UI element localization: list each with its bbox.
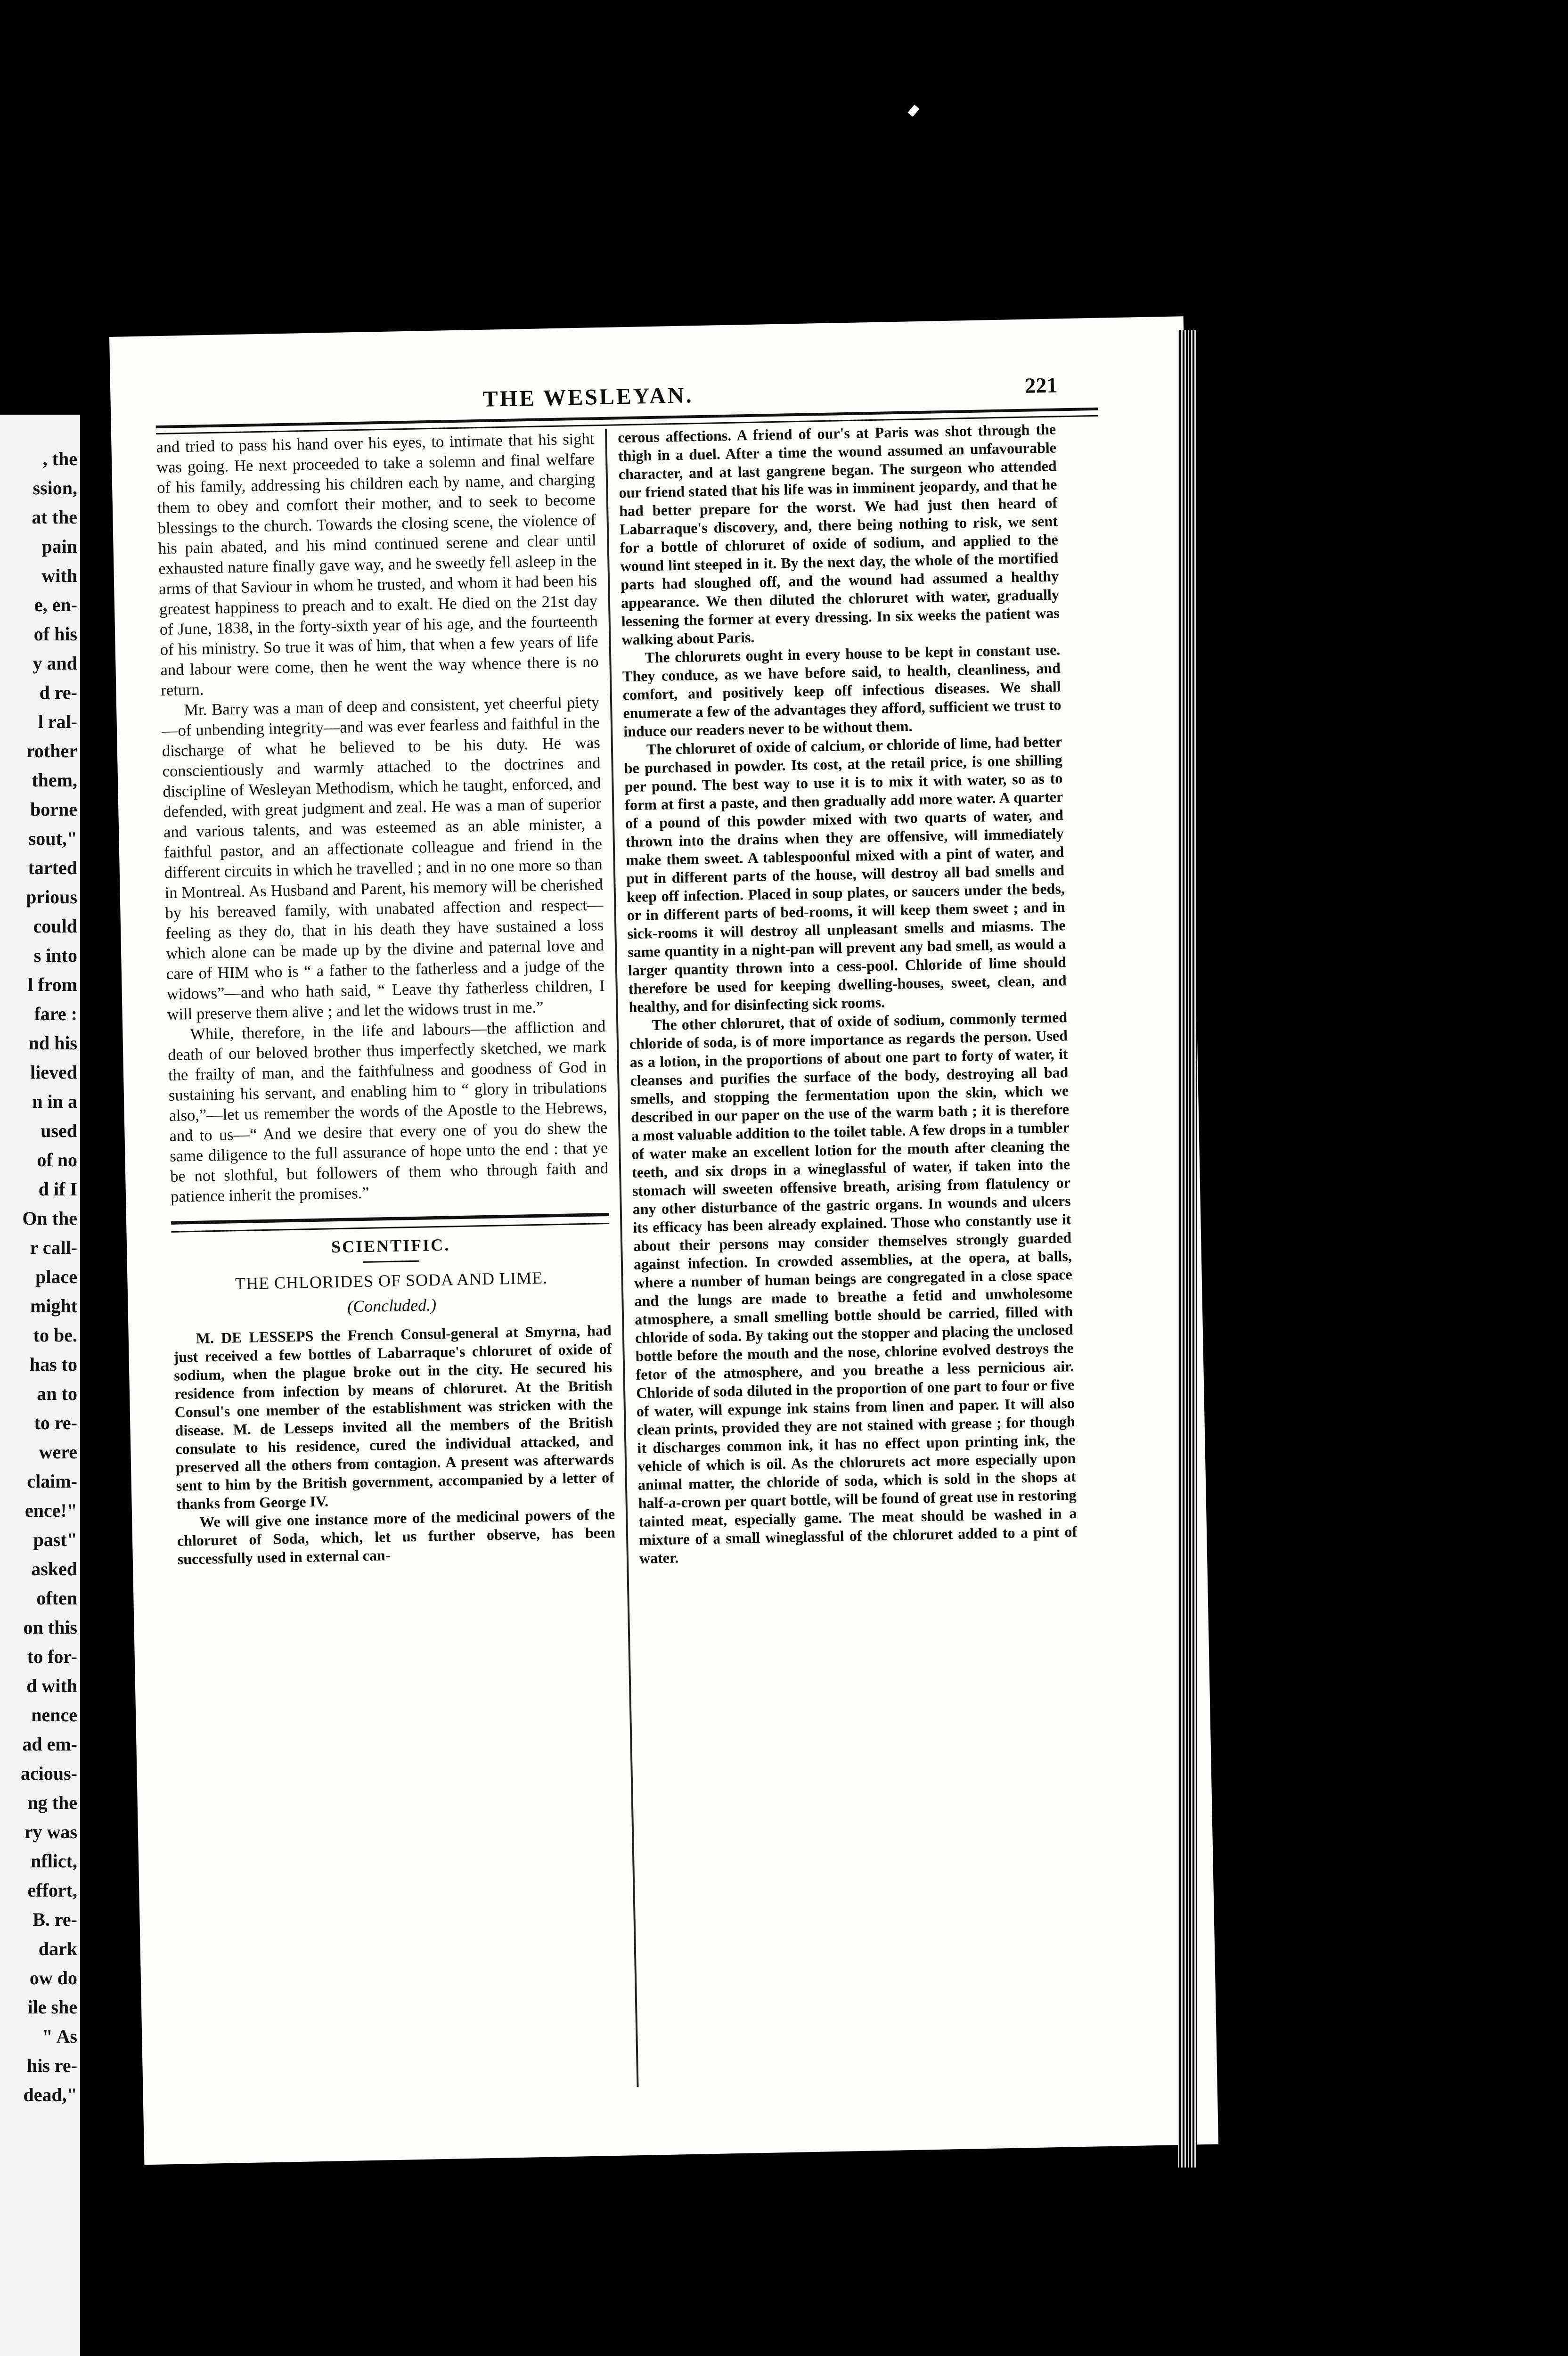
facing-page-fragment: d re- <box>39 682 77 703</box>
facing-page-fragment: r call- <box>30 1237 77 1258</box>
section-heading: SCIENTIFIC. <box>331 1235 450 1257</box>
facing-page-fragment: on this <box>23 1617 77 1638</box>
facing-page-fragment: nd his <box>28 1032 77 1054</box>
section-divider <box>171 1213 609 1233</box>
article-paragraph: M. DE LESSEPS the French Consul-general at Smyrna, had just received a few bottles of Labarraque's chloruret of oxide of sodium, when the plague broke out in the city. He secured his residence from infection by means of chloruret. At the British Consul's one member of the establishment was stricken with the disease. M. de Lesseps invited all the members of the British consulate to his residence, cured the individual attacked, and preserved all the others from contagion. A present was afterwards sent to him by the British government, accompanied by a letter of thanks from George IV. <box>173 1321 614 1513</box>
article-note: (Concluded.) <box>347 1295 437 1316</box>
facing-page-fragment: dead," <box>23 2084 77 2105</box>
facing-page-fragment: past" <box>33 1529 77 1550</box>
facing-page-fragment: nence <box>31 1704 77 1726</box>
facing-page-fragment: B. re- <box>33 1909 77 1930</box>
facing-page-fragment: at the <box>32 507 77 528</box>
facing-page-fragment: ile she <box>27 1996 77 2018</box>
page-stack-edge <box>1178 330 1197 2168</box>
paragraph: The chlorurets ought in every house to be kept in constant use. They conduce, as we have before said, to health, cleanliness, and comfort, and positively keep off infectious diseases. We shall enumerate a few of the advantages they afford, sufficient we trust to induce our readers never to be without them. <box>622 641 1062 740</box>
running-title: THE WESLEYAN. <box>482 383 694 412</box>
facing-page-fragment: fare : <box>34 1003 77 1024</box>
facing-page-fragment: " As <box>42 2026 77 2047</box>
facing-page-fragment: borne <box>30 799 77 820</box>
facing-page-fragment: prious <box>26 886 77 908</box>
facing-page-fragment: On the <box>22 1208 77 1229</box>
facing-page-fragment: an to <box>37 1383 77 1404</box>
facing-page-fragment: were <box>39 1441 77 1463</box>
facing-page-fragment: l from <box>28 974 77 995</box>
facing-page-fragment: ssion, <box>33 477 77 499</box>
scanned-page <box>109 316 1218 2165</box>
facing-page-fragment: e, en- <box>34 594 77 615</box>
article-paragraph: We will give one instance more of the medicinal powers of the chloruret of Soda, which, let us further observe, has been successfully used in external can- <box>177 1505 616 1568</box>
paragraph: cerous affections. A friend of our's at Paris was shot through the thigh in a duel. After a time the wound assumed an unfavourable character, and at last gangrene began. The surgeon who attended our friend stated that his life was in imminent jeopardy, and that he had better prepare for the worst. We had just then heard of Labarraque's discovery, and, there being nothing to risk, we sent for a bottle of chloruret of oxide of sodium, and applied to the wound lint steeped in it. By the next day, the whole of the mortified parts had sloughed off, and the wound had assumed a healthy appearance. We then diluted the chloruret with water, gradually lessening the former at every dressing. In six weeks the patient was walking about Paris. <box>617 420 1060 648</box>
facing-page-fragment: often <box>36 1587 77 1609</box>
facing-page-fragment: tarted <box>28 857 77 878</box>
facing-page-fragment: of no <box>37 1149 77 1170</box>
article-title: THE CHLORIDES OF SODA AND LIME. <box>235 1268 548 1293</box>
facing-page-fragment: his re- <box>26 2055 77 2076</box>
left-column <box>156 429 616 1568</box>
facing-page-fragment: rother <box>26 740 77 761</box>
facing-page-fragment: sout," <box>28 828 77 849</box>
facing-page-fragment: could <box>33 916 77 937</box>
facing-page-fragment: might <box>30 1295 77 1317</box>
facing-page-fragment: claim- <box>27 1471 77 1492</box>
facing-page-fragment: place <box>35 1266 77 1287</box>
facing-page-fragment: effort, <box>27 1880 77 1901</box>
facing-page-edge <box>0 415 80 2356</box>
short-rule <box>363 1260 419 1263</box>
facing-page-fragment: d if I <box>38 1178 77 1200</box>
facing-page-fragment: l ral- <box>38 711 77 732</box>
facing-page-fragment: lieved <box>30 1062 77 1083</box>
facing-page-fragment: them, <box>32 769 77 791</box>
paragraph: and tried to pass his hand over his eyes, to intimate that his sight was going. He next proceeded to take a solemn and final welfare of his family, addressing his children each by name, and charging them to obey and comfort their mother, and to seek to become blessings to the church. Towards the closing scene, the violence of his pain abated, and his mind continued serene and clear until exhausted nature finally gave way, and he sweetly fell asleep in the arms of that Saviour in whom he trusted, and whom it had been his greatest happiness to preach and to exalt. He died on the 21st day of June, 1838, in the forty-sixth year of his age, and the fourteenth of his ministry. So true it was of him, that when a few years of life and labour were come, then he went the way whence there is no return. <box>156 430 599 700</box>
facing-page-fragment: y and <box>33 653 77 674</box>
facing-page-fragment: ry was <box>24 1821 77 1842</box>
facing-page-fragment: used <box>41 1120 77 1141</box>
scan-speck <box>908 105 920 117</box>
facing-page-fragment: ad em- <box>22 1734 77 1755</box>
facing-page-fragment: asked <box>31 1558 77 1579</box>
facing-page-fragment: to re- <box>34 1412 77 1433</box>
facing-page-fragment: of his <box>33 623 77 645</box>
paragraph: Mr. Barry was a man of deep and consistent, yet cheerful piety—of unbending integrity—and was ever fearless and faithful in the discharge of what he believed to be his duty. He was conscientiously and warmly attached to the doctrines and discipline of Wesleyan Methodism, which he taught, enforced, and defended, with great judgment and zeal. He was a man of superior and various talents, and was esteemed as an able minister, a faithful pastor, and an affectionate colleague and friend in the different circuits in which he travelled ; and in no one more so than in Montreal. As Husband and Parent, his memory will be cherished by his bereaved family, with unabated affection and respect—feeling as they do, that in his death they have sustained a loss which alone can be made up by the divine and paternal love and care of HIM who is “ a father to the fatherless and a judge of the widows”—and who hath said, “ Leave thy fatherless children, I will preserve them alive ; and let the widows trust in me.” <box>161 693 605 1023</box>
facing-page-fragment: has to <box>29 1354 77 1375</box>
facing-page-fragment: acious- <box>21 1763 77 1784</box>
right-column <box>618 420 1078 1567</box>
facing-page-fragment: , the <box>42 448 77 469</box>
facing-page-fragment: ence!" <box>24 1500 77 1521</box>
facing-page-fragment: to be. <box>33 1325 77 1346</box>
page-number: 221 <box>1024 373 1058 398</box>
facing-page-fragment: ow do <box>29 1967 77 1988</box>
facing-page-fragment: nflict, <box>31 1850 77 1872</box>
paragraph: The other chloruret, that of oxide of sodium, commonly termed chloride of soda, is of more importance as regards the person. Used as a lotion, in the proportions of about one part to forty of water, it cleanses and purifies the surface of the body, destroying all bad smells, and stopping the fermentation upon the skin, which we described in our paper on the use of the warm bath ; it is therefore a most valuable addition to the toilet table. A few drops in a tumbler of water make an excellent lotion for the mouth after cleaning the teeth, and six drops in a wineglassful of water, if taken into the stomach will sweeten offensive breath, arising from flatulency or any other disturbance of the gastric organs. In wounds and ulcers its efficacy has been already explained. Those who constantly use it about their persons may consider themselves strongly guarded against infection. In crowded assemblies, at the opera, at balls, where a number of human beings are congregated in a close space and the lungs are made to breathe a fetid and unwholesome atmosphere, a small smelling bottle should be carried, filled with chloride of soda. By taking out the stopper and placing the unclosed bottle before the mouth and the nose, chlorine evolved destroys the fetor of the atmosphere, and you breathe a less pernicious air. Chloride of soda diluted in the proportion of one part to four or five of water, will expunge ink stains from linen and paper. It will also clean prints, provided they are not stained with grease ; for though it discharges common ink, it has no effect upon printing ink, the vehicle of which is oil. As the chlorurets act more especially upon animal matter, the chloride of soda, which is sold in the shops at half-a-crown per quart bottle, will be found of great use in restoring tainted meat, especially game. The meat should be washed in a mixture of a small wineglassful of the chloruret added to a pint of water. <box>629 1008 1078 1567</box>
facing-page-fragment: n in a <box>32 1091 77 1112</box>
paragraph: The chloruret of oxide of calcium, or chloride of lime, had better be purchased in powder. Its cost, at the retail price, is one shilling per pound. The best way to use it is to mix it with water, so as to form at first a paste, and then gradually add more water. A quarter of a pound of this powder mixed with two quarts of water, and thrown into the drains when they are offensive, will immediately make them sweet. A tablespoonful mixed with a pint of water, and put in different parts of the house, will destroy all bad smells and keep off infection. Placed in soup plates, or saucers under the beds, or in different parts of bed-rooms, it will keep them sweet ; and in sick-rooms it will destroy all unpleasant smells and miasms. The same quantity in a night-pan will prevent any bad smell, as would a larger quantity thrown into a cess-pool. Chloride of lime should therefore be used for keeping dwelling-houses, sweet, clean, and healthy, and for disinfecting sick rooms. <box>624 733 1067 1016</box>
facing-page-fragment: d with <box>26 1675 77 1696</box>
paragraph: While, therefore, in the life and labours—the affliction and death of our beloved brother thus imperfectly sketched, we mark the frailty of man, and the faithfulness and goodness of God in sustaining his servant, and enabling him to “ glory in tribulations also,”—let us remember the words of the Apostle to the Hebrews, and to us—“ And we desire that every one of you do shew the same diligence to the full assurance of hope unto the end : that ye be not slothful, but followers of them who through faith and patience inherit the promises.” <box>167 1017 609 1206</box>
facing-page-fragment: dark <box>38 1938 77 1959</box>
facing-page-fragment: with <box>41 565 77 586</box>
facing-page-fragment: s into <box>33 945 77 966</box>
facing-page-fragment: ng the <box>27 1792 77 1813</box>
facing-page-fragment: pain <box>41 536 77 557</box>
facing-page-fragment: to for- <box>27 1646 77 1667</box>
